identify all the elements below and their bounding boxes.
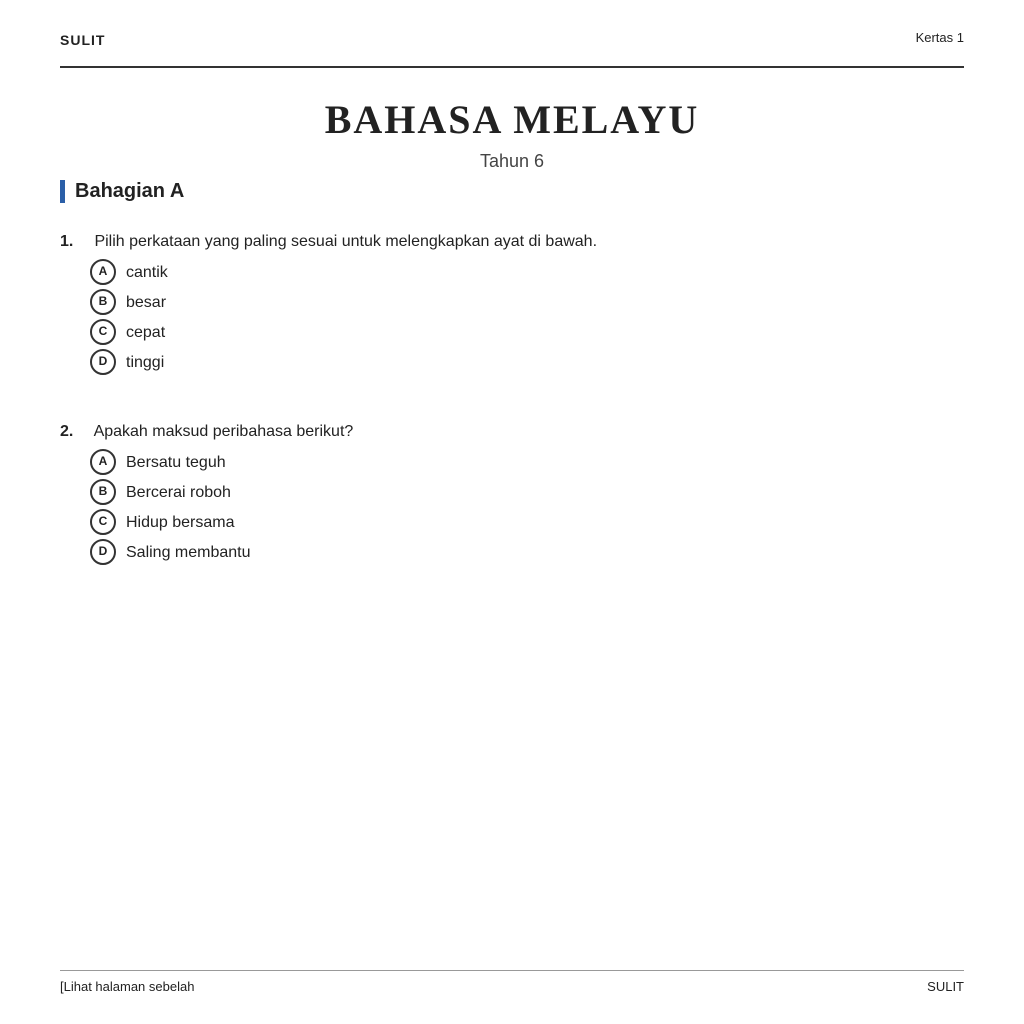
option[interactable] bbox=[90, 349, 964, 375]
title-block bbox=[60, 96, 964, 172]
option-text: besar bbox=[126, 293, 167, 311]
question-number: 1. bbox=[60, 233, 74, 250]
option-letter: D bbox=[90, 539, 116, 565]
option-letter: C bbox=[90, 509, 116, 535]
options bbox=[90, 259, 964, 375]
option-letter: B bbox=[90, 289, 116, 315]
question-text: Apakah maksud peribahasa berikut? bbox=[93, 423, 354, 440]
option[interactable] bbox=[90, 479, 964, 505]
option-letter: D bbox=[90, 349, 116, 375]
question-1 bbox=[60, 230, 964, 379]
option-text: Hidup bersama bbox=[126, 513, 235, 531]
options bbox=[90, 449, 964, 565]
option[interactable] bbox=[90, 509, 964, 535]
footer-left: [Lihat halaman sebelah bbox=[60, 979, 195, 994]
question-number: 2. bbox=[60, 423, 74, 440]
page-footer bbox=[60, 970, 964, 994]
question-2 bbox=[60, 420, 964, 569]
option-letter: A bbox=[90, 259, 116, 285]
section-title: Bahagian A bbox=[60, 180, 184, 203]
question-text: Pilih perkataan yang paling sesuai untuk melengkapkan ayat di bawah. bbox=[94, 233, 598, 250]
option-text: cepat bbox=[126, 323, 166, 341]
header-left: SULIT bbox=[60, 32, 106, 48]
page-subtitle: Tahun 6 bbox=[479, 151, 545, 171]
option-letter: A bbox=[90, 449, 116, 475]
option[interactable] bbox=[90, 449, 964, 475]
option-letter: C bbox=[90, 319, 116, 345]
option-text: Bercerai roboh bbox=[126, 483, 231, 501]
option[interactable] bbox=[90, 259, 964, 285]
option-text: Saling membantu bbox=[126, 543, 251, 561]
page-header bbox=[60, 20, 964, 68]
option[interactable] bbox=[90, 539, 964, 565]
option-letter: B bbox=[90, 479, 116, 505]
option-text: tinggi bbox=[126, 353, 165, 371]
page-title: BAHASA MELAYU bbox=[324, 97, 700, 142]
option-text: cantik bbox=[126, 263, 168, 281]
option[interactable] bbox=[90, 289, 964, 315]
footer-right: SULIT bbox=[927, 979, 964, 994]
header-right: Kertas 1 bbox=[915, 30, 964, 45]
option[interactable] bbox=[90, 319, 964, 345]
option-text: Bersatu teguh bbox=[126, 453, 226, 471]
